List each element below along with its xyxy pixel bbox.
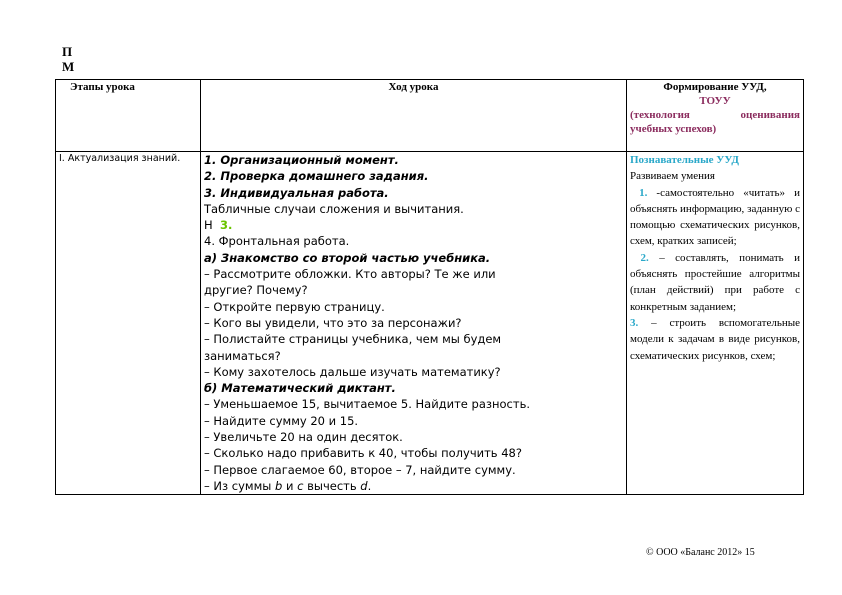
course-line: – Кого вы увидели, что это за персонажи? (204, 315, 462, 330)
course-line: а) Знакомство со второй частью учебника. (204, 250, 491, 265)
uud-item-2: 2. – составлять, понимать и объяснять простейшие алгоритмы (план действий) при работе с конкретным заданием; (630, 251, 801, 313)
header-course: Ход урока (201, 80, 627, 152)
course-cell (201, 152, 627, 495)
course-line: 4. Фронтальная работа. (204, 234, 350, 249)
header-line-1: П (62, 44, 73, 59)
course-line: – Из суммы b и c вычесть d. (204, 478, 372, 493)
uud-develop: Развиваем умения (630, 170, 715, 183)
touu-label: ТОУУ (699, 95, 731, 107)
uud-title: Формирование УУД, (663, 81, 767, 93)
header-uud (627, 80, 804, 152)
stage-cell: I. Актуализация знаний. (56, 152, 201, 495)
uud-cell (627, 152, 804, 495)
green-marker: 3. (219, 218, 233, 233)
uud-item-1: 1. -самостоятельно «читать» и объяснять информацию, заданную с помощью схематических рисунков, схем, кратких записей; (630, 186, 800, 248)
course-line: 1. Организационный момент. (204, 153, 399, 167)
uud-item-3: 3. – строить вспомогательные модели к задачам в виде рисунков, схематических рисунков, схем; (630, 316, 800, 362)
touu-desc-1: (технология оценивания (630, 109, 800, 121)
course-line: – Откройте первую страницу. (204, 299, 385, 314)
header-line-2: М (62, 59, 75, 74)
course-line: – Уменьшаемое 15, вычитаемое 5. Найдите разность. (204, 397, 531, 412)
uud-heading: Познавательные УУД (630, 154, 739, 166)
touu-desc-2: учебных успехов) (630, 123, 717, 135)
course-line: Табличные случаи сложения и вычитания. (204, 201, 464, 216)
course-line: – Найдите сумму 20 и 15. (204, 413, 359, 428)
course-line: 3. Индивидуальная работа. (204, 185, 389, 200)
course-line: Н 3. (204, 218, 233, 233)
course-line: 2. Проверка домашнего задания. (204, 169, 429, 184)
lesson-table (55, 79, 804, 495)
course-line: другие? Почему? (204, 283, 308, 298)
footer-copyright: © ООО «Баланс 2012» 15 (646, 547, 755, 558)
course-line: – Увеличьте 20 на один десяток. (204, 430, 403, 445)
header-stages: Этапы урока (56, 80, 201, 152)
course-line: б) Математический диктант. (204, 381, 396, 396)
course-line: – Рассмотрите обложки. Кто авторы? Те же или (204, 267, 496, 282)
page-header (62, 44, 74, 74)
course-line: – Первое слагаемое 60, второе – 7, найдите сумму. (204, 462, 516, 477)
course-line: – Сколько надо прибавить к 40, чтобы получить 48? (204, 446, 522, 461)
course-line: – Полистайте страницы учебника, чем мы будем (204, 332, 502, 347)
header-row (56, 80, 804, 152)
course-line: – Кому захотелось дальше изучать математику? (204, 364, 501, 379)
content-row (56, 152, 804, 495)
course-line: заниматься? (204, 348, 281, 363)
